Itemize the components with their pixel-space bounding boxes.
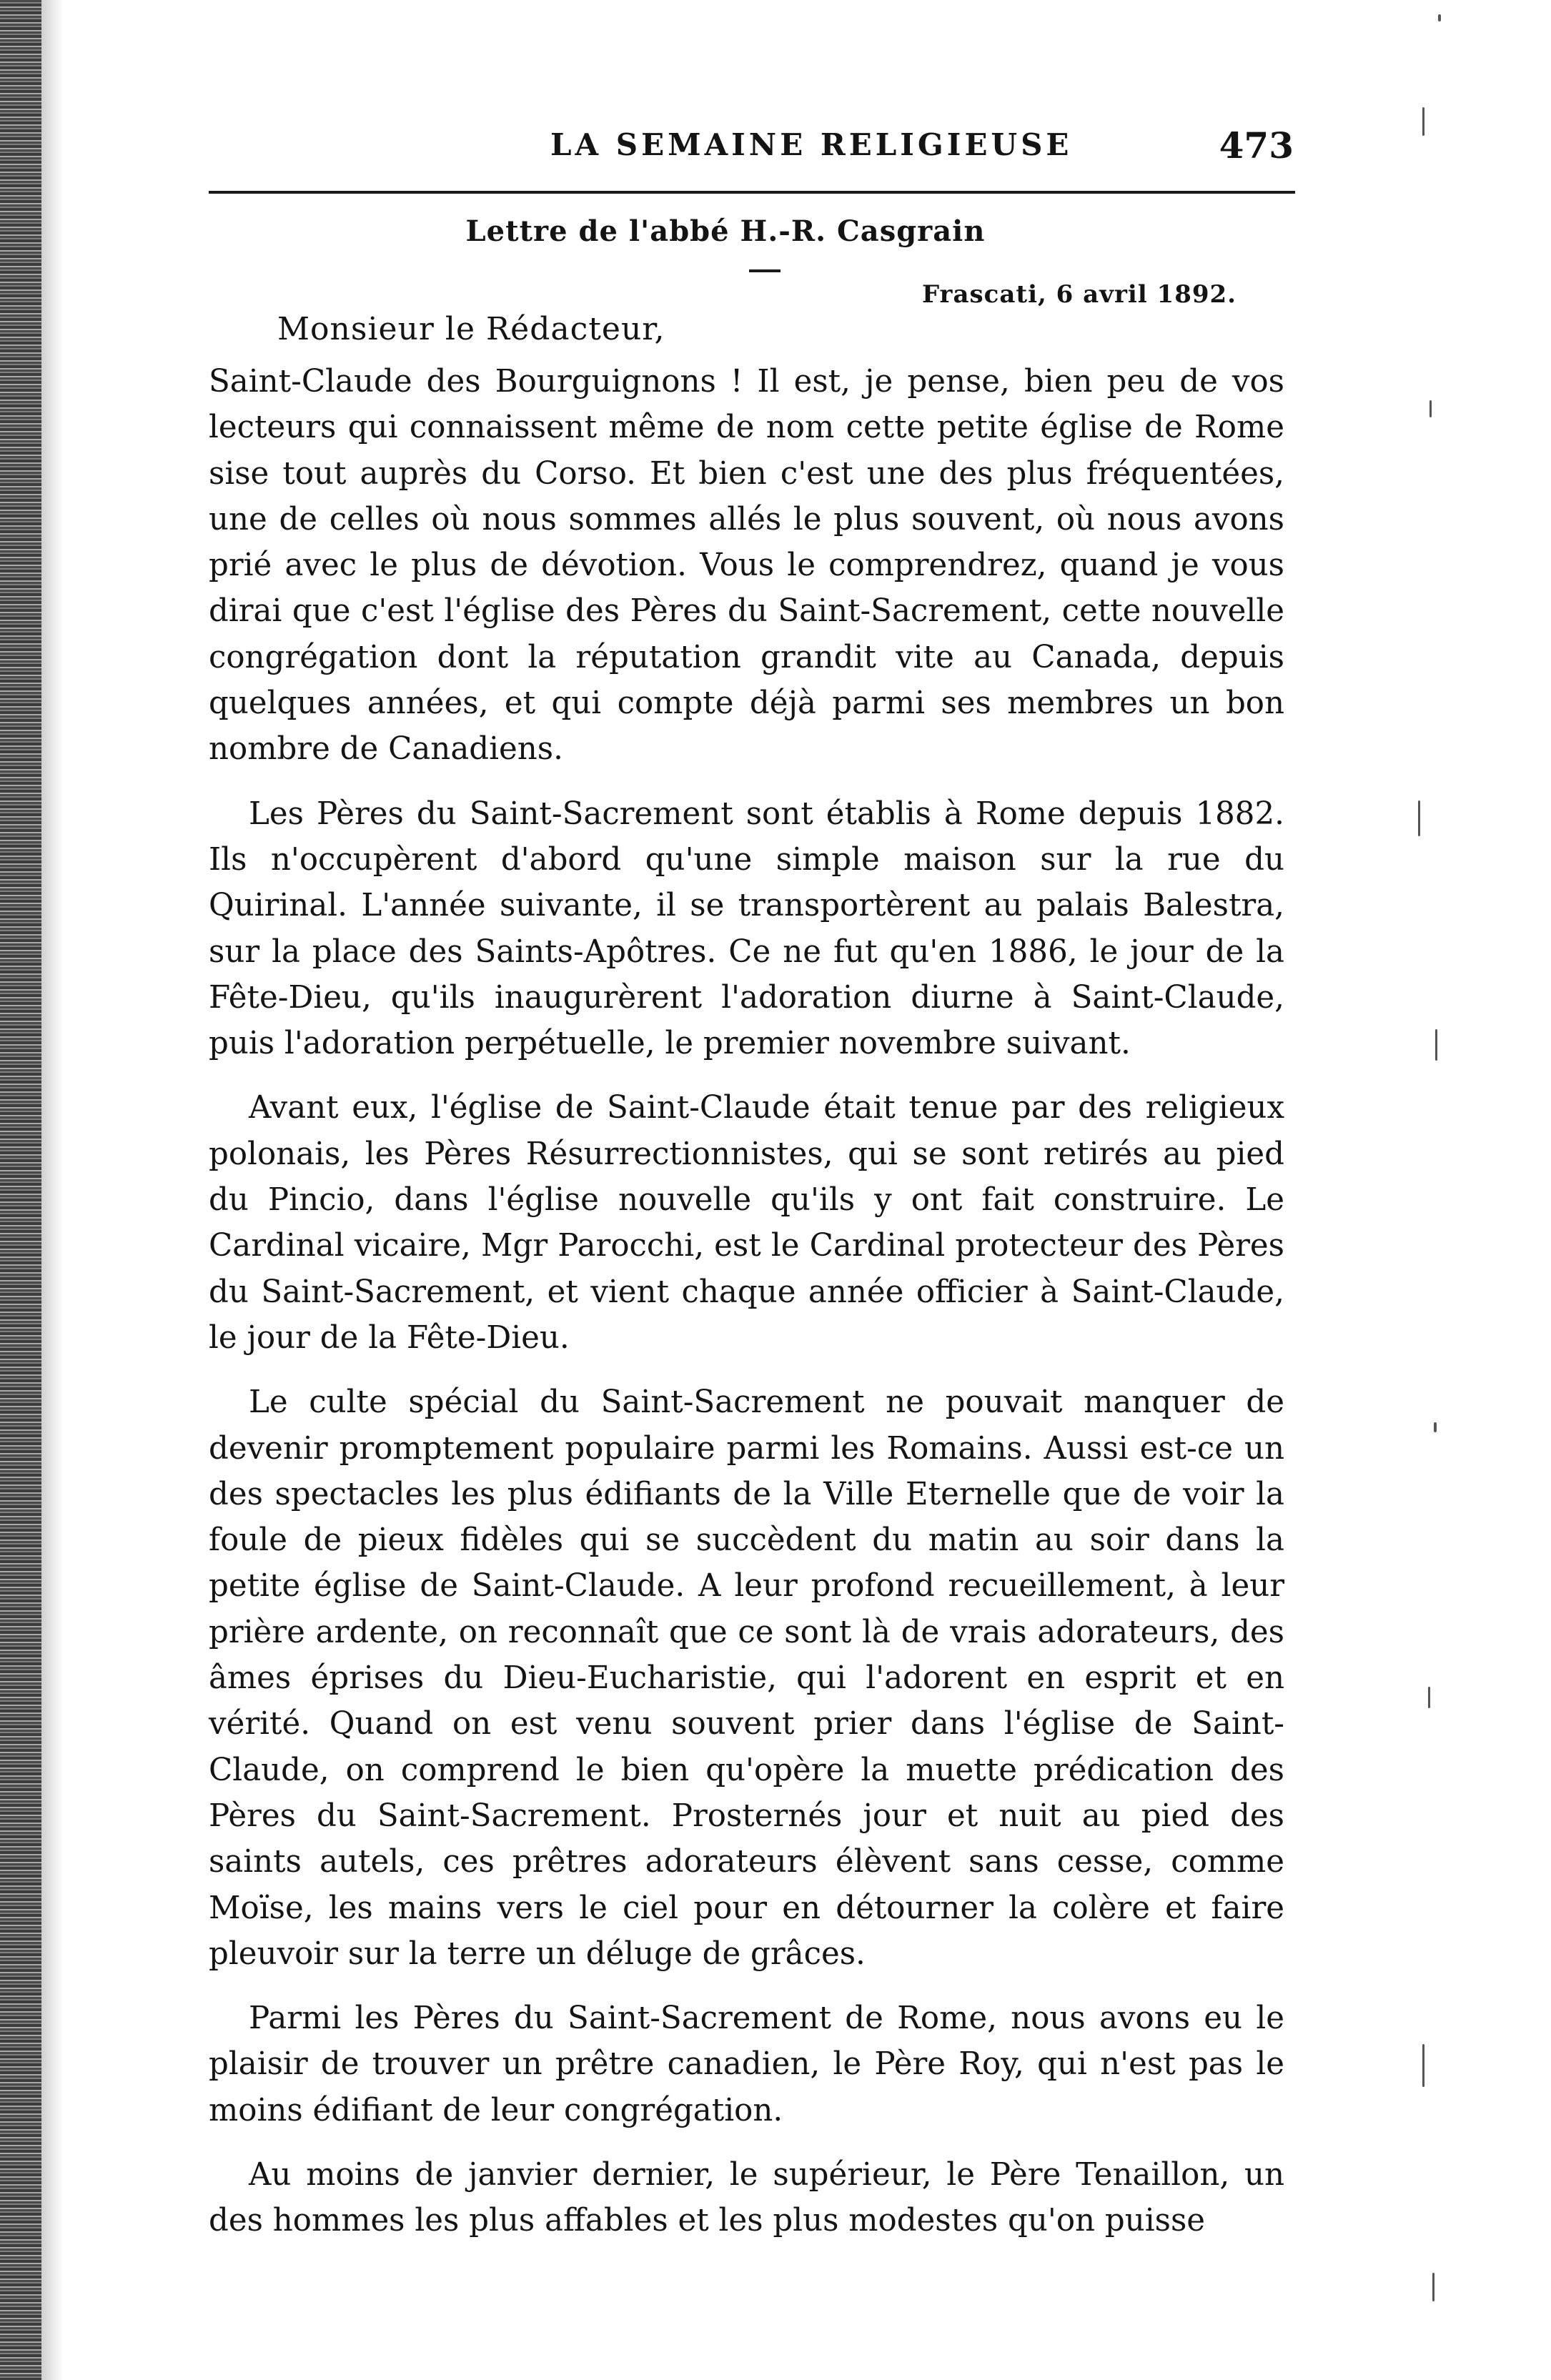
scan-speck xyxy=(1434,1422,1437,1432)
letter-title: Lettre de l'abbé H.-R. Casgrain xyxy=(465,214,986,248)
running-head xyxy=(214,120,1294,170)
paragraph: Parmi les Pères du Saint-Sacrement de Rome, nous avons eu le plaisir de trouver un prêtre canadien, le Père Roy, qui n'est pas le moins édifiant de leur congrégation. xyxy=(209,2000,1284,2128)
paragraph: Au moins de janvier dernier, le supérieur, le Père Tenaillon, un des hommes les plus affables et les plus modestes qu'on puisse xyxy=(209,2156,1284,2239)
paragraph: Le culte spécial du Saint-Sacrement ne pouvait manquer de devenir promptement populaire parmi les Romains. Aussi est-ce un des spectacles les plus édifiants de la Ville Eternelle que de voir la foule de pieux fidèles qui se succèdent du matin au soir dans la petite église de Saint-Claude. A leur profond recueillement, à leur prière ardente, on reconnaît que ce sont là de vrais adorateurs, des âmes éprises du Dieu-Eucharistie, qui l'adorent en esprit et en vérité. Quand on est venu souvent prier dans l'église de Saint-Claude, on comprend le bien qu'opère la muette prédication des Pères du Saint-Sacrement. Prosternés jour et nuit au pied des saints autels, ces prêtres adorateurs élèvent sans cesse, comme Moïse, les mains vers le ciel pour en détourner la colère et faire pleuvoir sur la terre un déluge de grâces. xyxy=(209,1384,1284,1972)
scan-speck xyxy=(1422,107,1424,136)
scan-speck xyxy=(1435,1029,1437,1061)
title-dash xyxy=(749,269,781,272)
scan-speck xyxy=(1438,14,1441,21)
salutation: Monsieur le Rédacteur, xyxy=(277,311,665,347)
page-number: 473 xyxy=(1219,124,1294,167)
running-title: LA SEMAINE RELIGIEUSE xyxy=(550,127,1073,162)
scan-speck xyxy=(1418,800,1420,836)
header-rule xyxy=(209,191,1295,194)
scan-speck xyxy=(1422,2044,1424,2087)
scan-speck xyxy=(1432,2273,1434,2301)
paragraph: Saint-Claude des Bourguignons ! Il est, je pense, bien peu de vos lecteurs qui connaissent même de nom cette petite église de Rome sise tout auprès du Corso. Et bien c'est une des plus fréquentées, une de celles où nous sommes allés le plus souvent, où nous avons prié avec le plus de dévotion. Vous le comprendrez, quand je vous dirai que c'est l'église des Pères du Saint-Sacrement, cette nouvelle congrégation dont la réputation grandit vite au Canada, depuis quelques années, et qui compte déjà parmi ses membres un bon nombre de Canadiens. xyxy=(209,364,1284,768)
paragraph: Les Pères du Saint-Sacrement sont établis à Rome depuis 1882. Ils n'occupèrent d'abord qu'une simple maison sur la rue du Quirinal. L'année suivante, il se transportèrent au palais Balestra, sur la place des Saints-Apôtres. Ce ne fut qu'en 1886, le jour de la Fête-Dieu, qu'ils inaugurèrent l'adoration diurne à Saint-Claude, puis l'adoration perpétuelle, le premier novembre suivant. xyxy=(209,795,1284,1062)
binding-edge xyxy=(0,0,41,2380)
letter-body xyxy=(209,359,1284,2244)
paragraph: Avant eux, l'église de Saint-Claude était tenue par des religieux polonais, les Pères Résurrectionnistes, qui se sont retirés au pied du Pincio, dans l'église nouvelle qu'ils y ont fait construire. Le Cardinal vicaire, Mgr Parocchi, est le Cardinal protecteur des Pères du Saint-Sacrement, et vient chaque année officier à Saint-Claude, le jour de la Fête-Dieu. xyxy=(209,1090,1284,1356)
binding-shadow xyxy=(41,0,63,2380)
scan-speck xyxy=(1429,400,1432,417)
dateline: Frascati, 6 avril 1892. xyxy=(922,280,1237,309)
scan-speck xyxy=(1428,1687,1430,1708)
